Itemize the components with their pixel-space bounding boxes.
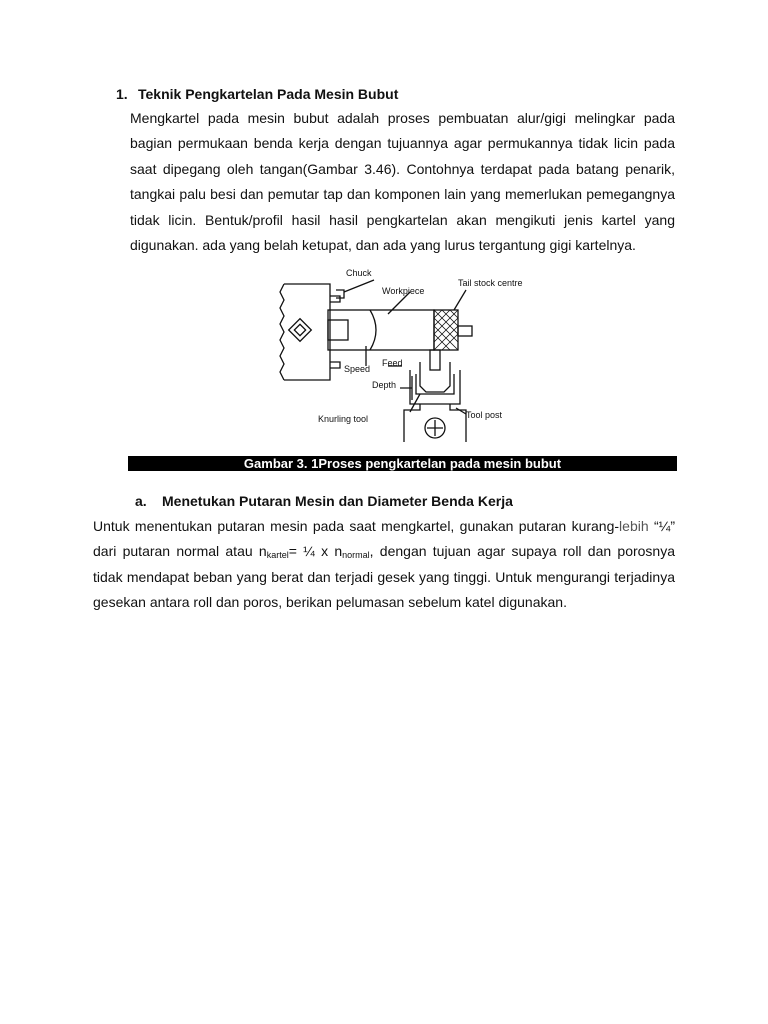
label-feed: Feed [382, 358, 403, 368]
label-speed: Speed [344, 364, 371, 374]
tailstock-centre [458, 326, 472, 336]
label-workpiece: Workpiece [382, 286, 425, 296]
section-title: Teknik Pengkartelan Pada Mesin Bubut [138, 86, 399, 102]
label-tailstock: Tail stock centre [458, 278, 523, 288]
knurling-figure [270, 262, 540, 454]
subsection-heading [135, 493, 513, 509]
chuck-edge [280, 284, 284, 380]
subsection-title: Menetukan Putaran Mesin dan Diameter Benda Kerja [162, 493, 513, 509]
text-part-3: = ¼ x n [288, 543, 343, 560]
label-chuck: Chuck [346, 268, 372, 278]
section-number: 1. [116, 86, 128, 102]
subsection-paragraph [93, 514, 675, 616]
subscript-normal: normal [342, 550, 370, 561]
section-heading [116, 86, 398, 102]
text-light: lebih [619, 518, 649, 534]
text-part-1: Untuk menentukan putaran mesin pada saat mengkartel, gunakan putaran kurang- [93, 518, 620, 534]
label-depth: Depth [372, 380, 397, 390]
subscript-kartel: kartel [266, 550, 289, 561]
section-paragraph: Mengkartel pada mesin bubut adalah proses pembuatan alur/gigi melingkar pada bagian permukaan benda kerja dengan tujuannya agar permukannya tidak licin pada saat dipegang oleh tangan(Gambar 3.46). Contohnya terdapat pada batang penarik, tangkai palu besi dan pemutar tap dan komponen lain yang memerlukan pemegangnya tidak licin. Bentuk/profil hasil hasil pengkartelan akan mengikuti jenis kartel yang digunakan. ada yang belah ketupat, dan ada yang lurus tergantung gigi kartelnya. [130, 110, 675, 254]
text-part-2: “¼” dari putaran normal atau n [93, 518, 675, 560]
text-part-4: , dengan tujuan agar supaya roll dan porosnya tidak mendapat beban yang berat dan terjadi gesek yang tinggi. Untuk mengurangi terjadinya gesekan antara roll dan poros, berikan pelumasan sebelum katel digunakan. [93, 543, 676, 611]
subsection-number: a. [135, 493, 147, 509]
knurling-tool [420, 362, 450, 392]
knurling-diagram [270, 262, 540, 454]
label-knurling-tool: Knurling tool [318, 414, 369, 424]
label-tool-post: Tool post [466, 410, 503, 420]
workpiece [328, 310, 434, 350]
figure-caption: Gambar 3. 1Proses pengkartelan pada mesin bubut [128, 456, 677, 471]
